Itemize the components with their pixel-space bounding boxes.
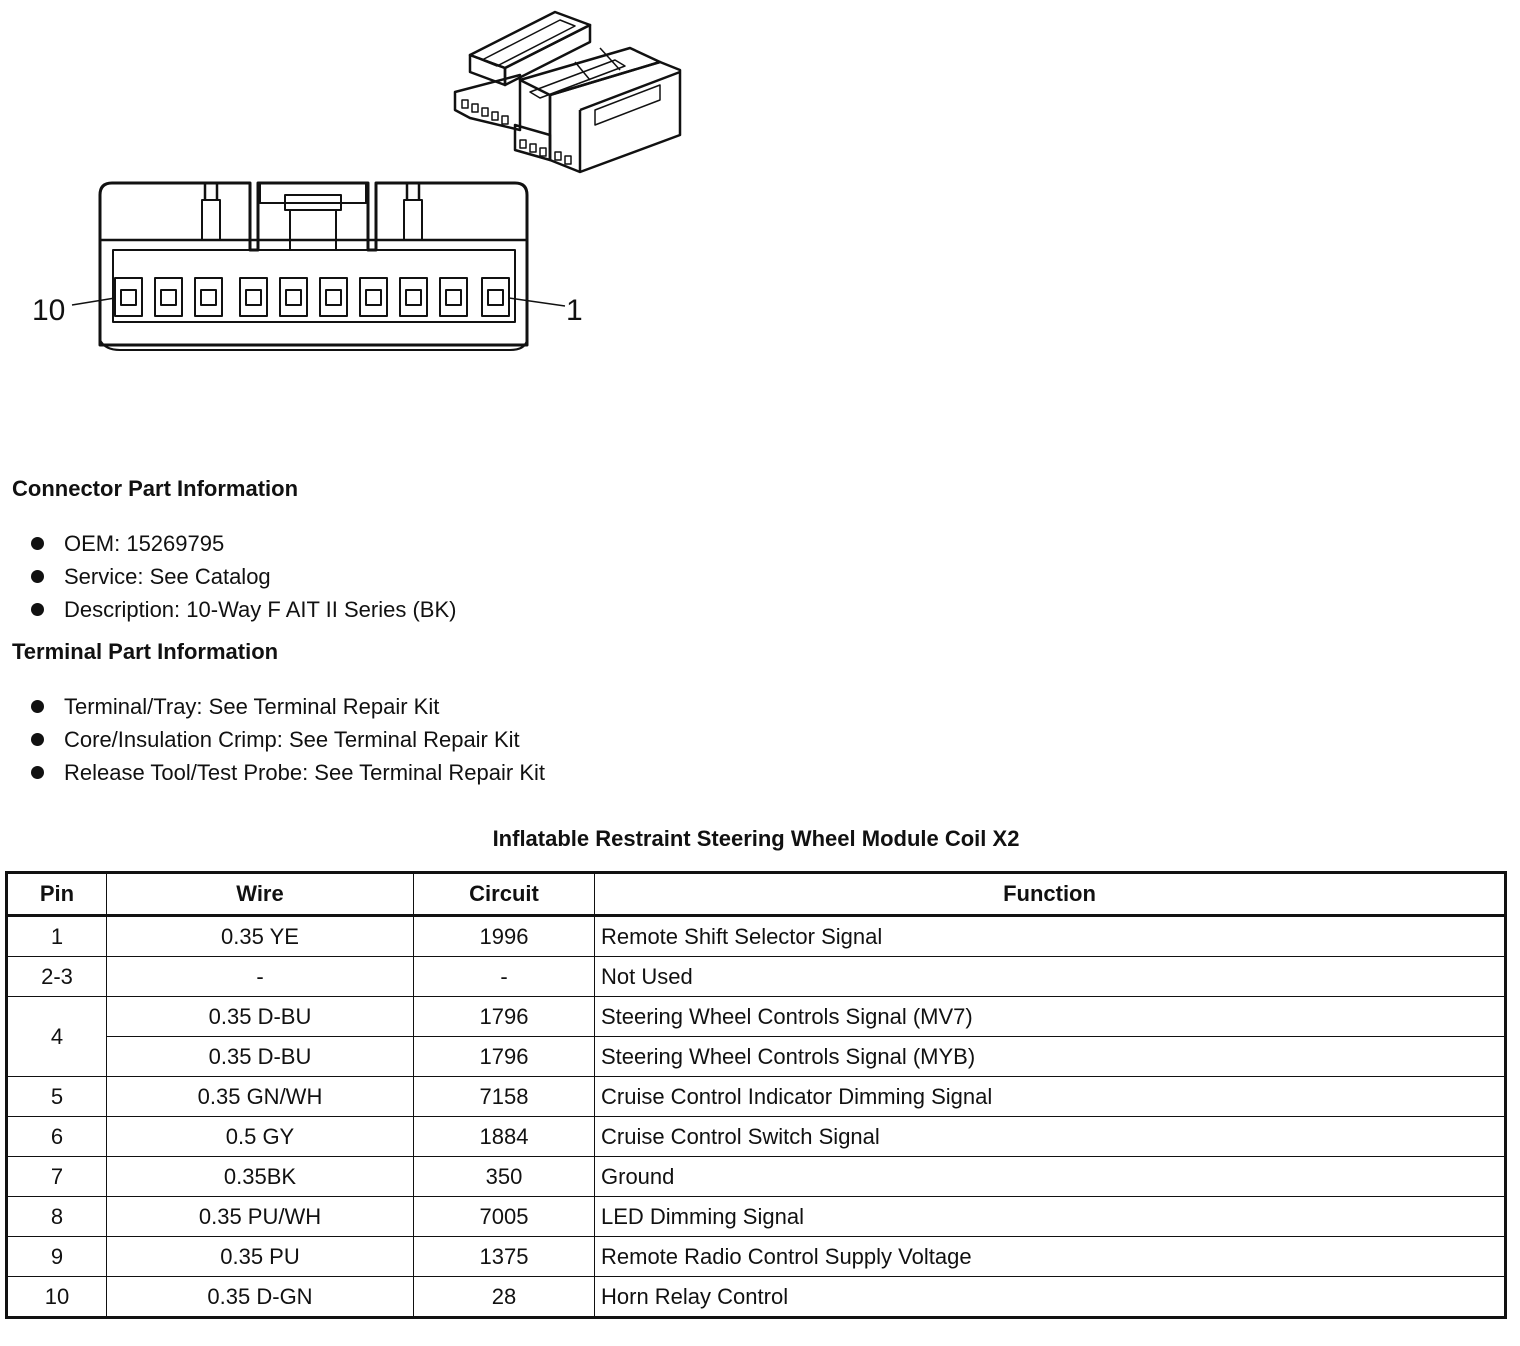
list-item	[28, 723, 545, 756]
pin-cell: 9	[7, 1237, 107, 1277]
bullet-icon	[31, 700, 44, 713]
terminal-info-heading: Terminal Part Information	[12, 639, 279, 664]
table-row	[7, 1157, 1506, 1197]
function-cell: LED Dimming Signal	[595, 1197, 1506, 1237]
pin-cell: 8	[7, 1197, 107, 1237]
wire-cell: 0.35 GN/WH	[107, 1077, 414, 1117]
terminal-info-list	[28, 690, 545, 789]
wire-cell: 0.35BK	[107, 1157, 414, 1197]
function-cell: Not Used	[595, 957, 1506, 997]
connector-oem: OEM: 15269795	[64, 531, 225, 556]
table-title: Inflatable Restraint Steering Wheel Module Coil X2	[492, 826, 1020, 851]
terminal-cavity	[400, 278, 427, 316]
function-cell: Cruise Control Switch Signal	[595, 1117, 1506, 1157]
circuit-cell: -	[414, 957, 595, 997]
terminal-cavity	[440, 278, 467, 316]
terminal-cavity	[360, 278, 387, 316]
circuit-cell: 1884	[414, 1117, 595, 1157]
pin-cell: 4	[7, 997, 107, 1077]
circuit-cell: 1796	[414, 997, 595, 1037]
table-row	[7, 916, 1506, 957]
wire-cell: 0.35 YE	[107, 916, 414, 957]
bullet-icon	[31, 733, 44, 746]
pin-cell: 6	[7, 1117, 107, 1157]
wire-cell: 0.35 PU	[107, 1237, 414, 1277]
bullet-icon	[31, 537, 44, 550]
table-row	[7, 957, 1506, 997]
terminal-cavity	[240, 278, 267, 316]
function-cell: Horn Relay Control	[595, 1277, 1506, 1318]
terminal-crimp: Core/Insulation Crimp: See Terminal Repair Kit	[64, 727, 520, 752]
circuit-cell: 1375	[414, 1237, 595, 1277]
connector-description: Description: 10-Way F AIT II Series (BK)	[64, 597, 457, 622]
terminal-cavity	[320, 278, 347, 316]
pin-10-label: 10	[32, 294, 66, 327]
terminal-cavity	[280, 278, 307, 316]
wire-cell: 0.35 D-BU	[107, 997, 414, 1037]
list-item	[28, 756, 545, 789]
terminal-cavity	[195, 278, 222, 316]
list-item	[28, 560, 456, 593]
list-item	[28, 527, 456, 560]
table-row	[7, 1077, 1506, 1117]
pin-cell: 7	[7, 1157, 107, 1197]
list-item	[28, 593, 456, 626]
function-cell: Steering Wheel Controls Signal (MYB)	[595, 1037, 1506, 1077]
circuit-cell: 28	[414, 1277, 595, 1318]
table-row	[7, 1277, 1506, 1318]
table-row	[7, 1237, 1506, 1277]
table-row	[7, 1197, 1506, 1237]
connector-info-heading: Connector Part Information	[12, 476, 299, 501]
pin-cell: 2-3	[7, 957, 107, 997]
circuit-cell: 7005	[414, 1197, 595, 1237]
connector-front-view	[72, 183, 565, 350]
pin-cell: 10	[7, 1277, 107, 1318]
column-header-pin: Pin	[7, 873, 107, 916]
circuit-cell: 7158	[414, 1077, 595, 1117]
pin-cell: 1	[7, 916, 107, 957]
list-item	[28, 690, 545, 723]
wire-cell: -	[107, 957, 414, 997]
pin-1-label: 1	[566, 294, 583, 327]
bullet-icon	[31, 766, 44, 779]
circuit-cell: 1996	[414, 916, 595, 957]
bullet-icon	[31, 603, 44, 616]
column-header-wire: Wire	[107, 873, 414, 916]
terminal-tray: Terminal/Tray: See Terminal Repair Kit	[64, 694, 440, 719]
connector-info-list	[28, 527, 456, 626]
terminal-release-tool: Release Tool/Test Probe: See Terminal Repair Kit	[64, 760, 545, 785]
terminal-cavity	[482, 278, 509, 316]
function-cell: Remote Radio Control Supply Voltage	[595, 1237, 1506, 1277]
function-cell: Remote Shift Selector Signal	[595, 916, 1506, 957]
column-header-function: Function	[595, 873, 1506, 916]
wire-cell: 0.35 D-GN	[107, 1277, 414, 1318]
terminal-cavity	[155, 278, 182, 316]
table-row	[7, 1037, 1506, 1077]
terminal-cavity	[115, 278, 142, 316]
table-header-row	[7, 873, 1506, 916]
wire-cell: 0.35 D-BU	[107, 1037, 414, 1077]
connector-diagram	[0, 0, 700, 380]
circuit-cell: 1796	[414, 1037, 595, 1077]
function-cell: Ground	[595, 1157, 1506, 1197]
function-cell: Cruise Control Indicator Dimming Signal	[595, 1077, 1506, 1117]
table-row	[7, 1117, 1506, 1157]
circuit-cell: 350	[414, 1157, 595, 1197]
pinout-table	[5, 871, 1507, 1319]
connector-service: Service: See Catalog	[64, 564, 271, 589]
pin-cell: 5	[7, 1077, 107, 1117]
function-cell: Steering Wheel Controls Signal (MV7)	[595, 997, 1506, 1037]
bullet-icon	[31, 570, 44, 583]
table-row	[7, 997, 1506, 1037]
wire-cell: 0.35 PU/WH	[107, 1197, 414, 1237]
column-header-circuit: Circuit	[414, 873, 595, 916]
terminal-cavities	[115, 278, 509, 316]
connector-isometric-view	[455, 12, 680, 172]
wire-cell: 0.5 GY	[107, 1117, 414, 1157]
